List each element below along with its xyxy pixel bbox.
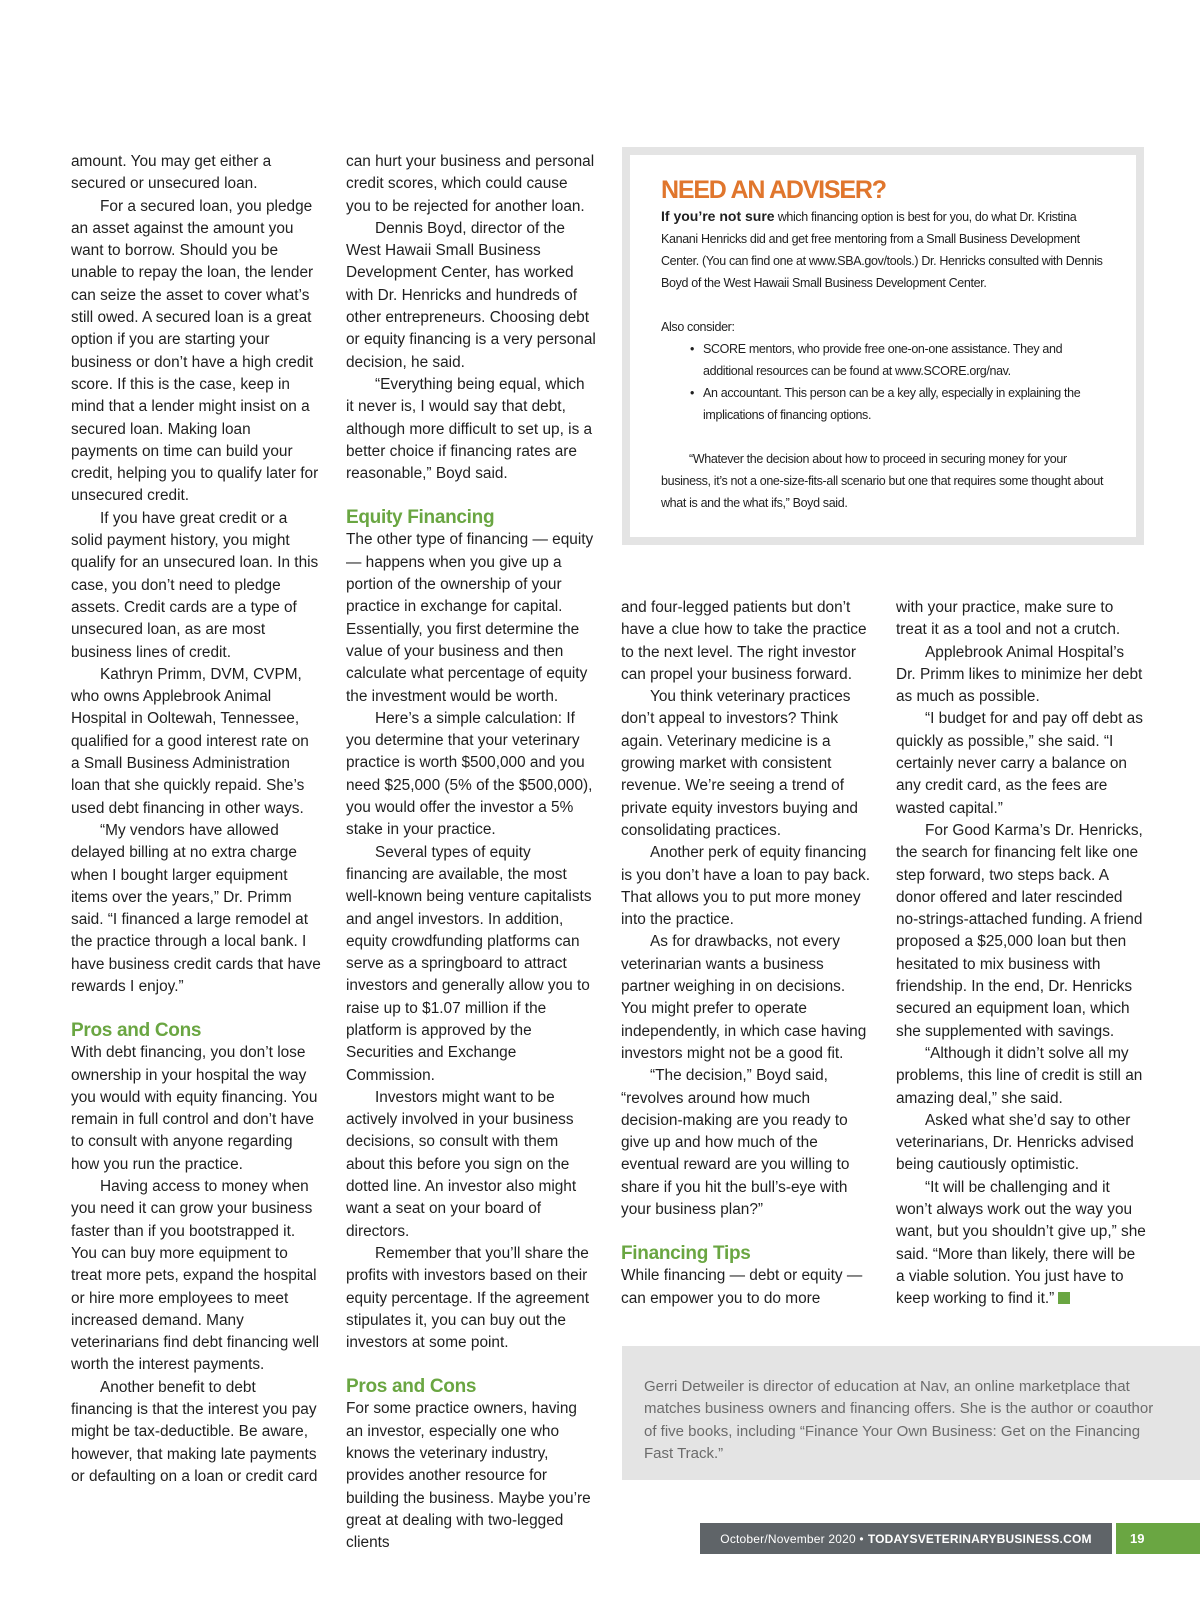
adviser-intro [661,205,1114,294]
author-bio: Gerri Detweiler is director of education at Nav, an online marketplace that matches business owners and financing offers. She is the author or coauthor of five books, including “Finance Your Own Business: Get on the Financing Fast Track.” [622,1346,1200,1480]
paragraph: While financing — debt or equity — can empower you to do more [621,1267,863,1307]
section-heading-pros-cons: Pros and Cons [71,1020,202,1042]
article-column-1 [71,151,321,1488]
paragraph: “Although it didn’t solve all my problems, this line of credit is still an amazing deal,” she said. [896,1044,1143,1107]
adviser-sidebar-content [630,155,1136,537]
footer-site-link[interactable]: TODAYSVETERINARYBUSINESS.COM [867,1531,1092,1546]
paragraph: Investors might want to be actively involved in your business decisions, so consult with them about this before you sign on the dotted line. An investor also might want a seat on your board of directors. [346,1088,577,1240]
paragraph: Applebrook Animal Hospital’s Dr. Primm likes to minimize her debt as much as possible. [896,643,1143,706]
paragraph: You think veterinary practices don’t appeal to investors? Think again. Veterinary medicine is a growing market with consistent revenue. We’re seeing a trend of private equity investors buying and consolidating practices. [621,688,858,839]
paragraph: If you have great credit or a solid payment history, you might qualify for an unsecured loan. In this case, you don’t need to pledge assets. Credit cards are a type of unsecured loan, as are most business lines of credit. [71,509,319,661]
adviser-lead: If you’re not sure [661,208,775,224]
section-heading-financing-tips: Financing Tips [621,1243,751,1265]
adviser-intro-text: which financing option is best for you, do what Dr. Kristina Kanani Henricks did and get free mentoring from a Small Business Development Center. (You can find one at www.SBA.gov/tools.) Dr. Henricks consulted with Dennis Boyd of the West Hawaii Small Business Development Center. [661,210,1103,290]
paragraph: Several types of equity financing are available, the most well-known being venture capitalists and angel investors. In addition, equity crowdfunding platforms can serve as a springboard to attract investors and generally allow you to raise up to $1.07 million if the platform is approved by the Securities and Exchange Commission. [346,843,592,1084]
paragraph: can hurt your business and personal credit scores, which could cause you to be rejected for another loan. [346,153,595,215]
paragraph: “My vendors have allowed delayed billing at no extra charge when I bought larger equipment items over the years,” Dr. Primm said. “I financed a large remodel at the practice through a local bank. I have business credit cards that have rewards I enjoy.” [71,821,321,995]
paragraph: Asked what she’d say to other veterinarians, Dr. Henricks advised being cautiously optimistic. [896,1111,1134,1174]
paragraph: For some practice owners, having an investor, especially one who knows the veterinary industry, provides another resource for building the business. Maybe you’re great at dealing with two-legged clients [346,1400,591,1552]
adviser-quote: “Whatever the decision about how to proceed in securing money for your business, it’s not a one-size-fits-all scenario but one that requires some thought about what is and the what ifs,” Boyd said. [661,452,1104,510]
paragraph-text: “It will be challenging and it won’t always work out the way you want, but you shouldn’t give up,” she said. “More than likely, there will be a viable solution. You just have to keep working to find it.” [896,1178,1146,1308]
list-item-text: An accountant. This person can be a key ally, especially in explaining the implications of financing options. [703,386,1081,422]
paragraph: Another perk of equity financing is you don’t have a loan to pay back. That allows you to put more money into the practice. [621,844,870,929]
paragraph: Having access to money when you need it can grow your business faster than if you bootstrapped it. You can buy more equipment to treat more pets, expand the hospital or hire more employees to meet increased demand. Many veterinarians find debt financing well worth the interest payments. [71,1178,320,1374]
paragraph: For Good Karma’s Dr. Henricks, the search for financing felt like one step forward, two steps back. A donor offered and later rescinded no-strings-attached funding. A friend proposed a $25,000 loan but then hesitated to mix business with friendship. In the end, Dr. Henricks secured an equipment loan, which she supplemented with savings. [896,821,1143,1040]
paragraph: Kathryn Primm, DVM, CVPM, who owns Applebrook Animal Hospital in Ooltewah, Tennessee, qualified for a good interest rate on a Small Business Administration loan that she quickly repaid. She’s used debt financing in other ways. [71,665,309,817]
paragraph: Another benefit to debt financing is that the interest you pay might be tax-deductible. Be aware, however, that making late payments or defaulting on a loan or credit card [71,1378,318,1485]
list-item [690,338,1114,382]
paragraph: As for drawbacks, not every veterinarian wants a business partner weighing in on decisions. You might prefer to operate independently, in which case having investors might not be a good fit. [621,933,867,1062]
section-heading-equity-financing: Equity Financing [346,507,495,529]
paragraph: With debt financing, you don’t lose ownership in your hospital the way you would with equity financing. You remain in full control and don’t have to consult with anyone regarding how you run the practice. [71,1044,318,1173]
paragraph: The other type of financing — equity — happens when you give up a portion of the ownership of your practice in exchange for capital. Essentially, you first determine the value of your business and then calculate what percentage of equity the investment would be worth. [346,531,594,705]
article-column-2 [346,151,596,1555]
footer-issue: October/November 2020 • [720,1531,864,1546]
paragraph: amount. You may get either a secured or unsecured loan. [71,153,272,193]
footer-bar [700,1523,1112,1554]
paragraph: with your practice, make sure to treat it as a tool and not a crutch. [896,599,1121,639]
paragraph [896,1177,1146,1311]
paragraph: “The decision,” Boyd said, “revolves around how much decision-making are you ready to give up and how much of the eventual reward are you willing to share if you hit the bull’s-eye with your business plan?” [621,1067,850,1219]
bullet-icon: • [690,342,695,356]
adviser-sidebar [622,147,1144,545]
adviser-list [661,338,1114,426]
paragraph: and four-legged patients but don’t have a clue how to take the practice to the next level. The right investor can propel your business forward. [621,599,867,683]
article-column-4 [896,597,1146,1311]
list-item-text: SCORE mentors, who provide free one-on-one assistance. They and additional resources can be found at www.SCORE.org/nav. [703,342,1063,378]
paragraph: “Everything being equal, which it never is, I would say that debt, although more difficult to set up, is a better choice if financing rates are reasonable,” Boyd said. [346,375,593,483]
paragraph: For a secured loan, you pledge an asset against the amount you want to borrow. Should you be unable to repay the loan, the lender can seize the asset to cover what’s still owed. A secured loan is a great option if you are starting your business or don’t have a high credit score. If this is the case, keep in mind that a lender might insist on a secured loan. Making loan payments on time can build your credit, helping you to qualify later for unsecured credit. [71,197,319,505]
paragraph: “I budget for and pay off debt as quickly as possible,” she said. “I certainly never carry a balance on any credit card, as the fees are wasted capital.” [896,710,1143,817]
list-item [690,382,1114,426]
page-number: 19 [1116,1523,1200,1554]
paragraph: Here’s a simple calculation: If you determine that your veterinary practice is worth $500,000 and you need $25,000 (5% of the $500,000), you would offer the investor a 5% stake in your practice. [346,709,593,839]
paragraph: Dennis Boyd, director of the West Hawaii Small Business Development Center, has worked with Dr. Henricks and hundreds of other entrepreneurs. Choosing debt or equity financing is a very personal decision, he said. [346,219,596,371]
paragraph: Remember that you’ll share the profits with investors based on their equity percentage. If the agreement stipulates it, you can buy out the investors at some point. [346,1244,589,1352]
adviser-also-label: Also consider: [661,320,735,334]
article-column-3 [621,597,871,1310]
bullet-icon: • [690,386,695,400]
end-mark-icon [1058,1292,1070,1304]
section-heading-pros-cons: Pros and Cons [346,1376,477,1398]
adviser-title: NEED AN ADVISER? [661,176,886,204]
